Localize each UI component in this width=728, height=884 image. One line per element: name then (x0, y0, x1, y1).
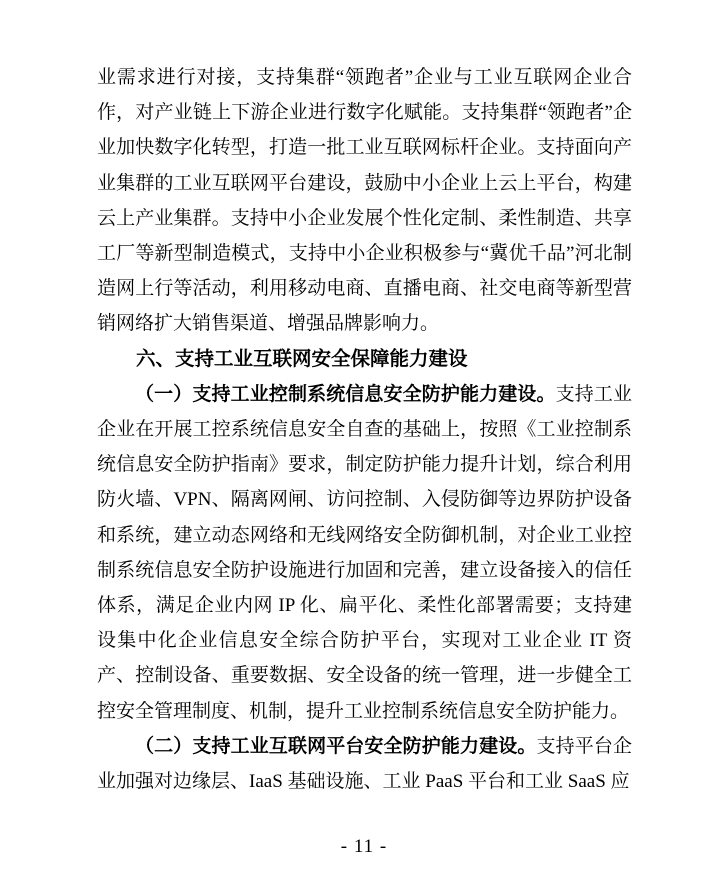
paragraph-2-lead: （二）支持工业互联网平台安全防护能力建设。 (135, 735, 537, 757)
paragraph-1-lead: （一）支持工业控制系统信息安全防护能力建设。 (135, 383, 556, 405)
paragraph-2-body: 支持平台企业加强对边缘层、IaaS 基础设施、工业 PaaS 平台和工业 SaaS 应 (97, 735, 632, 793)
paragraph-1 (97, 377, 632, 729)
document-body (97, 60, 632, 799)
paragraph-continuation: 业需求进行对接，支持集群“领跑者”企业与工业互联网企业合作，对产业链上下游企业进行数字化赋能。支持集群“领跑者”企业加快数字化转型，打造一批工业互联网标杆企业。支持面向产业集群的工业互联网平台建设，鼓励中小企业上云上平台，构建云上产业集群。支持中小企业发展个性化定制、柔性制造、共享工厂等新型制造模式，支持中小企业积极参与“冀优千品”河北制造网上行等活动，利用移动电商、直播电商、社交电商等新型营销网络扩大销售渠道、增强品牌影响力。 (97, 67, 632, 335)
paragraph-1-body: 支持工业企业在开展工控系统信息安全自查的基础上，按照《工业控制系统信息安全防护指南》要求，制定防护能力提升计划，综合利用防火墙、VPN、隔离网闸、访问控制、入侵防御等边界防护设备和系统，建立动态网络和无线网络安全防御机制，对企业工业控制系统信息安全防护设施进行加固和完善，建立设备接入的信任体系，满足企业内网 IP 化、扁平化、柔性化部署需要；支持建设集中化企业信息安全综合防护平台，实现对工业企业 IT 资产、控制设备、重要数据、安全设备的统一管理，进一步健全工控安全管理制度、机制，提升工业控制系统信息安全防护能力。 (97, 383, 632, 722)
page-number: - 11 - (340, 836, 388, 857)
paragraph-2 (97, 729, 632, 799)
section-heading: 六、支持工业互联网安全保障能力建设 (136, 347, 468, 370)
